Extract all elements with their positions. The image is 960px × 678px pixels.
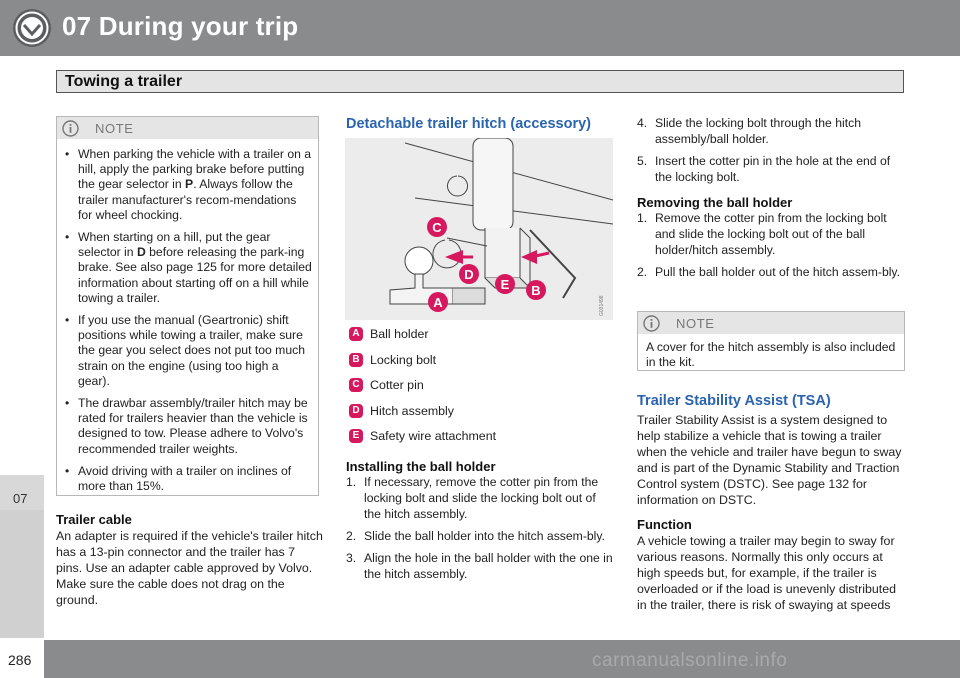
note-box-parking [56, 116, 319, 496]
chapter-tab-number: 07 [13, 491, 28, 506]
legend-badge: B [349, 353, 363, 367]
removing-heading: Removing the ball holder [637, 195, 793, 210]
legend-text: Locking bolt [370, 352, 437, 367]
tsa-text: Trailer Stability Assist is a system designed to help stabilize a vehicle that is towing a trailer when the vehicle and trailer have begun to sway and is part of the Dynamic Stability and Traction Control system (DSTC). See page 132 for information on DSTC. [637, 413, 902, 507]
legend-badge: D [349, 404, 363, 418]
watermark: carmanualsonline.info [592, 650, 788, 671]
legend-text: Ball holder [370, 327, 429, 341]
list-item: 2. Pull the ball holder out of the hitch assem-bly. [637, 264, 901, 279]
callout-a [428, 292, 448, 312]
svg-text:A: A [433, 295, 443, 310]
tsa-heading: Trailer Stability Assist (TSA) [637, 393, 831, 409]
svg-text:E: E [500, 277, 510, 292]
note-text: A cover for the hitch assembly is also included in the kit. [646, 340, 896, 369]
note-label: NOTE [95, 121, 134, 136]
installing-heading: Installing the ball holder [346, 459, 496, 474]
note-box-cover [637, 311, 905, 371]
list-item: 2. Slide the ball holder into the hitch assem-bly. [346, 528, 605, 543]
list-item: 3. Align the hole in the ball holder with the one in the hitch assembly. [346, 551, 613, 581]
legend-text: Safety wire attachment [370, 429, 497, 443]
list-item: • If you use the manual (Geartronic) shift positions while towing a trailer, make sure the gear you select does not put too much strain on the engine (using too high a gear). [65, 313, 313, 389]
section-title: Towing a trailer [65, 73, 183, 90]
list-item: • Avoid driving with a trailer on inclines of more than 15%. [65, 464, 313, 494]
removing-steps [637, 211, 907, 287]
trailer-hitch-illustration [345, 138, 613, 320]
function-text: A vehicle towing a trailer may begin to sway for various reasons. Normally this only occurs at high speeds but, for example, if the trailer is overloaded or if the load is unevenly distributed in the trailer, there is risk of swaying at speeds [637, 534, 896, 612]
page-number: 286 [8, 652, 32, 668]
legend-badge: E [349, 429, 363, 443]
list-item: 4. Slide the locking bolt through the hitch assembly/ball holder. [637, 116, 861, 146]
legend-text: Cotter pin [370, 378, 424, 392]
volvo-circle-logo-icon [12, 8, 52, 48]
list-item: 1. If necessary, remove the cotter pin from the locking bolt and slide the locking bolt out of the hitch assembly. [346, 475, 599, 521]
list-item: • When starting on a hill, put the gear selector in D before releasing the park-ing brake. See also page 125 for more detailed information about starting off on a hill while towing a trailer. [65, 230, 313, 306]
chapter-title: 07 During your trip [62, 11, 299, 41]
svg-text:B: B [531, 283, 541, 298]
trailer-cable-text: An adapter is required if the vehicle's trailer hitch has a 13-pin connector and the trailer has 7 pins. Use an adapter cable approved by Volvo. Make sure the cable does not drag on the ground. [56, 529, 323, 607]
section-title-bar [56, 70, 904, 93]
side-tab-strip [0, 510, 44, 638]
installing-steps-continued [637, 116, 905, 192]
list-item: • The drawbar assembly/trailer hitch may be rated for trailers heavier than the vehicle is designed to tow. Please adhere to Volvo's recommended trailer weights. [65, 396, 313, 457]
trailer-cable-heading: Trailer cable [56, 512, 132, 527]
note-header [57, 117, 318, 139]
svg-text:C: C [432, 220, 442, 235]
legend-text: Hitch assembly [370, 403, 455, 418]
list-item: 1. Remove the cotter pin from the locking bolt and slide the locking bolt out of the ball holder/hitch assembly. [637, 211, 887, 257]
svg-text:D: D [464, 267, 474, 282]
installing-steps [346, 475, 614, 589]
callout-c [427, 217, 447, 237]
note-list [65, 147, 313, 501]
page-footer [0, 640, 960, 678]
chapter-header [0, 0, 960, 56]
info-icon [62, 120, 79, 137]
note-label: NOTE [676, 316, 715, 331]
function-heading: Function [637, 517, 692, 532]
hitch-drawing [345, 138, 613, 320]
callout-d [459, 264, 479, 284]
callout-e [495, 274, 515, 294]
list-item: 5. Insert the cotter pin in the hole at the end of the locking bolt. [637, 154, 891, 184]
legend-badge: A [349, 327, 363, 341]
legend-badge: C [349, 378, 363, 392]
callout-b [526, 280, 546, 300]
figure-code: G031498 [599, 295, 605, 316]
detachable-hitch-heading: Detachable trailer hitch (accessory) [346, 116, 591, 132]
list-item: • When parking the vehicle with a trailer on a hill, apply the parking brake before putting the gear selector in P. Always follow the trailer manufacturer's recom-mendations for wheel chocking. [65, 147, 313, 223]
note-header [638, 312, 904, 334]
info-icon [643, 315, 660, 332]
